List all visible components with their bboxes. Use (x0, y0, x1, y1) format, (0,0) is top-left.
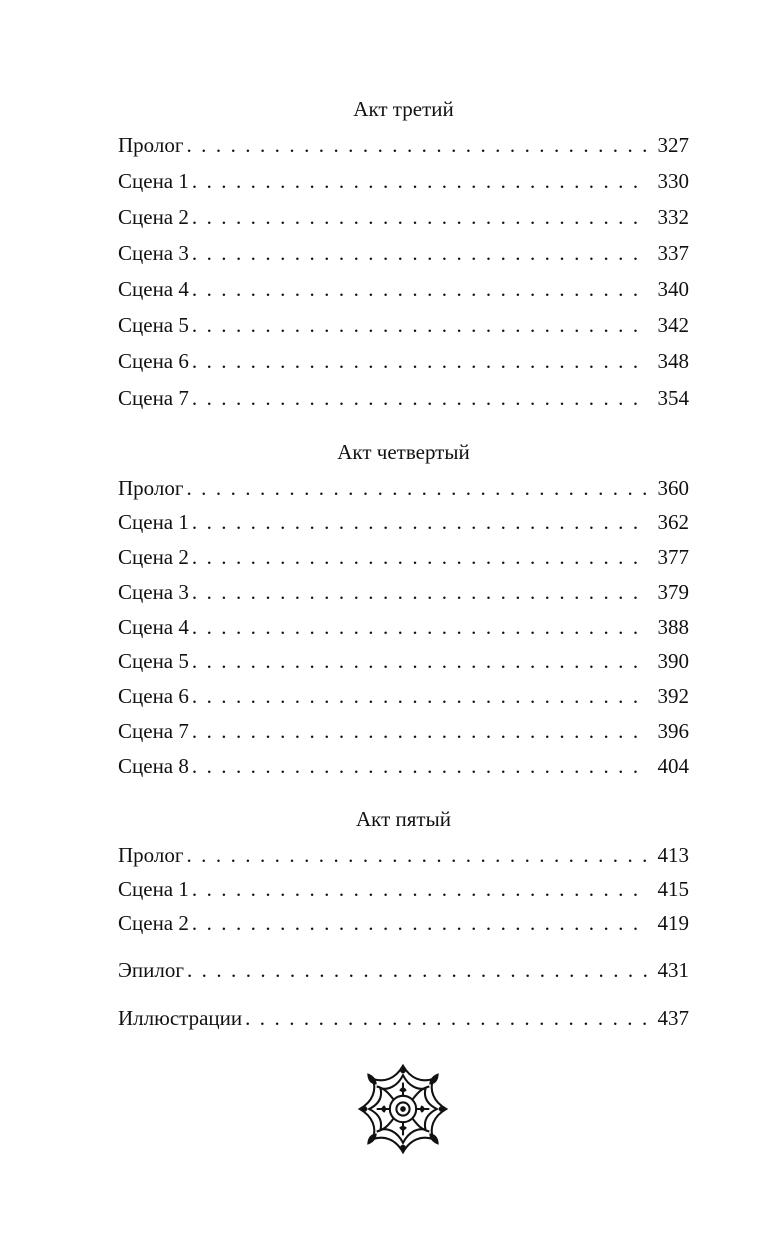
toc-entry-label: Сцена 5 (118, 313, 189, 337)
toc-entry-label: Сцена 2 (118, 545, 189, 569)
dot-leader (189, 911, 649, 935)
toc-entry[interactable] (118, 649, 689, 673)
act-heading: Акт третий (353, 97, 454, 121)
toc-entry[interactable] (118, 510, 689, 534)
toc-entry-page: 415 (657, 877, 689, 901)
toc-entry-label: Сцена 1 (118, 169, 189, 193)
dot-leader (242, 1006, 649, 1030)
dot-leader (189, 580, 649, 604)
toc-entry-label: Сцена 6 (118, 684, 189, 708)
toc-entry-page: 362 (657, 510, 689, 534)
dot-leader (184, 958, 649, 982)
toc-entry-label: Сцена 8 (118, 754, 189, 778)
toc-entry[interactable] (118, 169, 689, 193)
toc-entry-label: Сцена 1 (118, 510, 189, 534)
toc-entry[interactable] (118, 877, 689, 901)
toc-entry-epilogue[interactable] (118, 958, 689, 982)
toc-entry[interactable] (118, 754, 689, 778)
toc-entry-label: Сцена 5 (118, 649, 189, 673)
toc-entry[interactable] (118, 684, 689, 708)
toc-entry-page: 337 (657, 241, 689, 265)
toc-entry-label: Пролог (118, 133, 184, 157)
dot-leader (189, 719, 649, 743)
dot-leader (189, 349, 649, 373)
dot-leader (189, 684, 649, 708)
toc-entry-page: 332 (657, 205, 689, 229)
toc-entry[interactable] (118, 843, 689, 867)
toc-entry-page: 388 (657, 615, 689, 639)
toc-entry-label: Сцена 3 (118, 580, 189, 604)
toc-entry[interactable] (118, 205, 689, 229)
toc-entry-page: 419 (657, 911, 689, 935)
toc-entry-label: Пролог (118, 843, 184, 867)
toc-entry[interactable] (118, 386, 689, 410)
toc-entry-page: 342 (657, 313, 689, 337)
dot-leader (189, 545, 649, 569)
dot-leader (189, 877, 649, 901)
toc-entry-page: 379 (657, 580, 689, 604)
toc-entry-label: Сцена 2 (118, 911, 189, 935)
toc-entry-label: Сцена 4 (118, 277, 189, 301)
dot-leader (189, 510, 649, 534)
toc-entry-label: Сцена 6 (118, 349, 189, 373)
dot-leader (189, 205, 649, 229)
toc-entry-page: 396 (657, 719, 689, 743)
toc-entry-label: Сцена 7 (118, 719, 189, 743)
toc-entry-label: Эпилог (118, 958, 184, 982)
toc-entry[interactable] (118, 476, 689, 500)
toc-entry-label: Сцена 4 (118, 615, 189, 639)
toc-entry[interactable] (118, 615, 689, 639)
dot-leader (189, 313, 649, 337)
toc-entry-page: 392 (657, 684, 689, 708)
toc-entry-page: 348 (657, 349, 689, 373)
toc-entry[interactable] (118, 545, 689, 569)
dot-leader (183, 843, 649, 867)
toc-entry-label: Сцена 2 (118, 205, 189, 229)
toc-entry-illustrations[interactable] (118, 1006, 689, 1030)
toc-entry-page: 404 (657, 754, 689, 778)
dot-leader (189, 386, 649, 410)
toc-entry-page: 431 (657, 958, 689, 982)
toc-entry-page: 437 (657, 1006, 689, 1030)
toc-entry-page: 360 (657, 476, 689, 500)
toc-entry[interactable] (118, 133, 689, 157)
toc-entry[interactable] (118, 911, 689, 935)
dot-leader (189, 615, 649, 639)
toc-entry-page: 340 (657, 277, 689, 301)
dot-leader (183, 476, 649, 500)
dot-leader (189, 241, 649, 265)
toc-entry-page: 390 (657, 649, 689, 673)
toc-entry[interactable] (118, 349, 689, 373)
dot-leader (183, 133, 649, 157)
toc-entry[interactable] (118, 241, 689, 265)
dot-leader (189, 754, 649, 778)
toc-entry-page: 330 (657, 169, 689, 193)
dot-leader (189, 277, 649, 301)
toc-entry-label: Пролог (118, 476, 184, 500)
toc-entry[interactable] (118, 719, 689, 743)
dot-leader (189, 169, 649, 193)
act-heading: Акт четвертый (337, 440, 470, 464)
toc-entry-label: Сцена 1 (118, 877, 189, 901)
toc-entry-page: 327 (657, 133, 689, 157)
dot-leader (189, 649, 649, 673)
toc-entry-label: Сцена 3 (118, 241, 189, 265)
toc-entry[interactable] (118, 580, 689, 604)
toc-entry-page: 377 (657, 545, 689, 569)
toc-entry-page: 354 (657, 386, 689, 410)
toc-entry[interactable] (118, 277, 689, 301)
toc-entry-label: Иллюстрации (118, 1006, 243, 1030)
floral-ornament-icon (356, 1062, 450, 1156)
toc-entry[interactable] (118, 313, 689, 337)
toc-entry-page: 413 (657, 843, 689, 867)
act-heading: Акт пятый (356, 807, 451, 831)
toc-entry-label: Сцена 7 (118, 386, 189, 410)
